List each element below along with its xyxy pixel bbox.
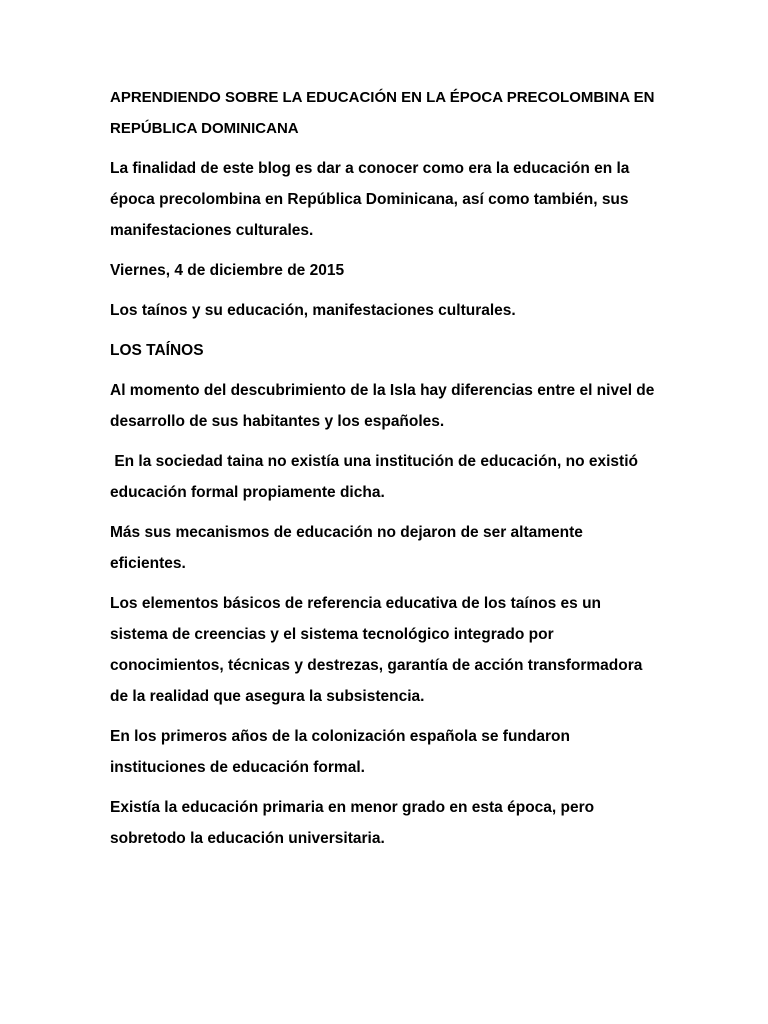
paragraph-purpose: La finalidad de este blog es dar a conocer como era la educación en la época precolombina en República Dominicana, así como también, sus manifestaciones culturales. — [110, 160, 634, 239]
paragraph-no-institution: En la sociedad taina no existía una institución de educación, no existió educación formal propiamente dicha. — [110, 453, 643, 501]
document-title: APRENDIENDO SOBRE LA EDUCACIÓN EN LA ÉPOCA PRECOLOMBINA EN REPÚBLICA DOMINICANA — [110, 89, 659, 137]
paragraph-date: Viernes, 4 de diciembre de 2015 — [110, 262, 345, 279]
paragraph-mechanisms: Más sus mecanismos de educación no dejaron de ser altamente eficientes. — [110, 524, 588, 572]
paragraph-primary-education: Existía la educación primaria en menor grado en esta época, pero sobretodo la educación universitaria. — [110, 799, 599, 847]
paragraph-colonization: En los primeros años de la colonización española se fundaron instituciones de educación formal. — [110, 728, 575, 776]
paragraph-basic-elements: Los elementos básicos de referencia educativa de los taínos es un sistema de creencias y el sistema tecnológico integrado por conocimientos, técnicas y destrezas, garantía de acción transformadora de la realidad que asegura la subsistencia. — [110, 595, 647, 705]
document-body — [110, 82, 659, 863]
paragraph-post-title: Los taínos y su educación, manifestaciones culturales. — [110, 302, 516, 319]
section-heading-tainos: LOS TAÍNOS — [110, 342, 204, 359]
paragraph-discovery: Al momento del descubrimiento de la Isla hay diferencias entre el nivel de desarrollo de sus habitantes y los españoles. — [110, 382, 659, 430]
